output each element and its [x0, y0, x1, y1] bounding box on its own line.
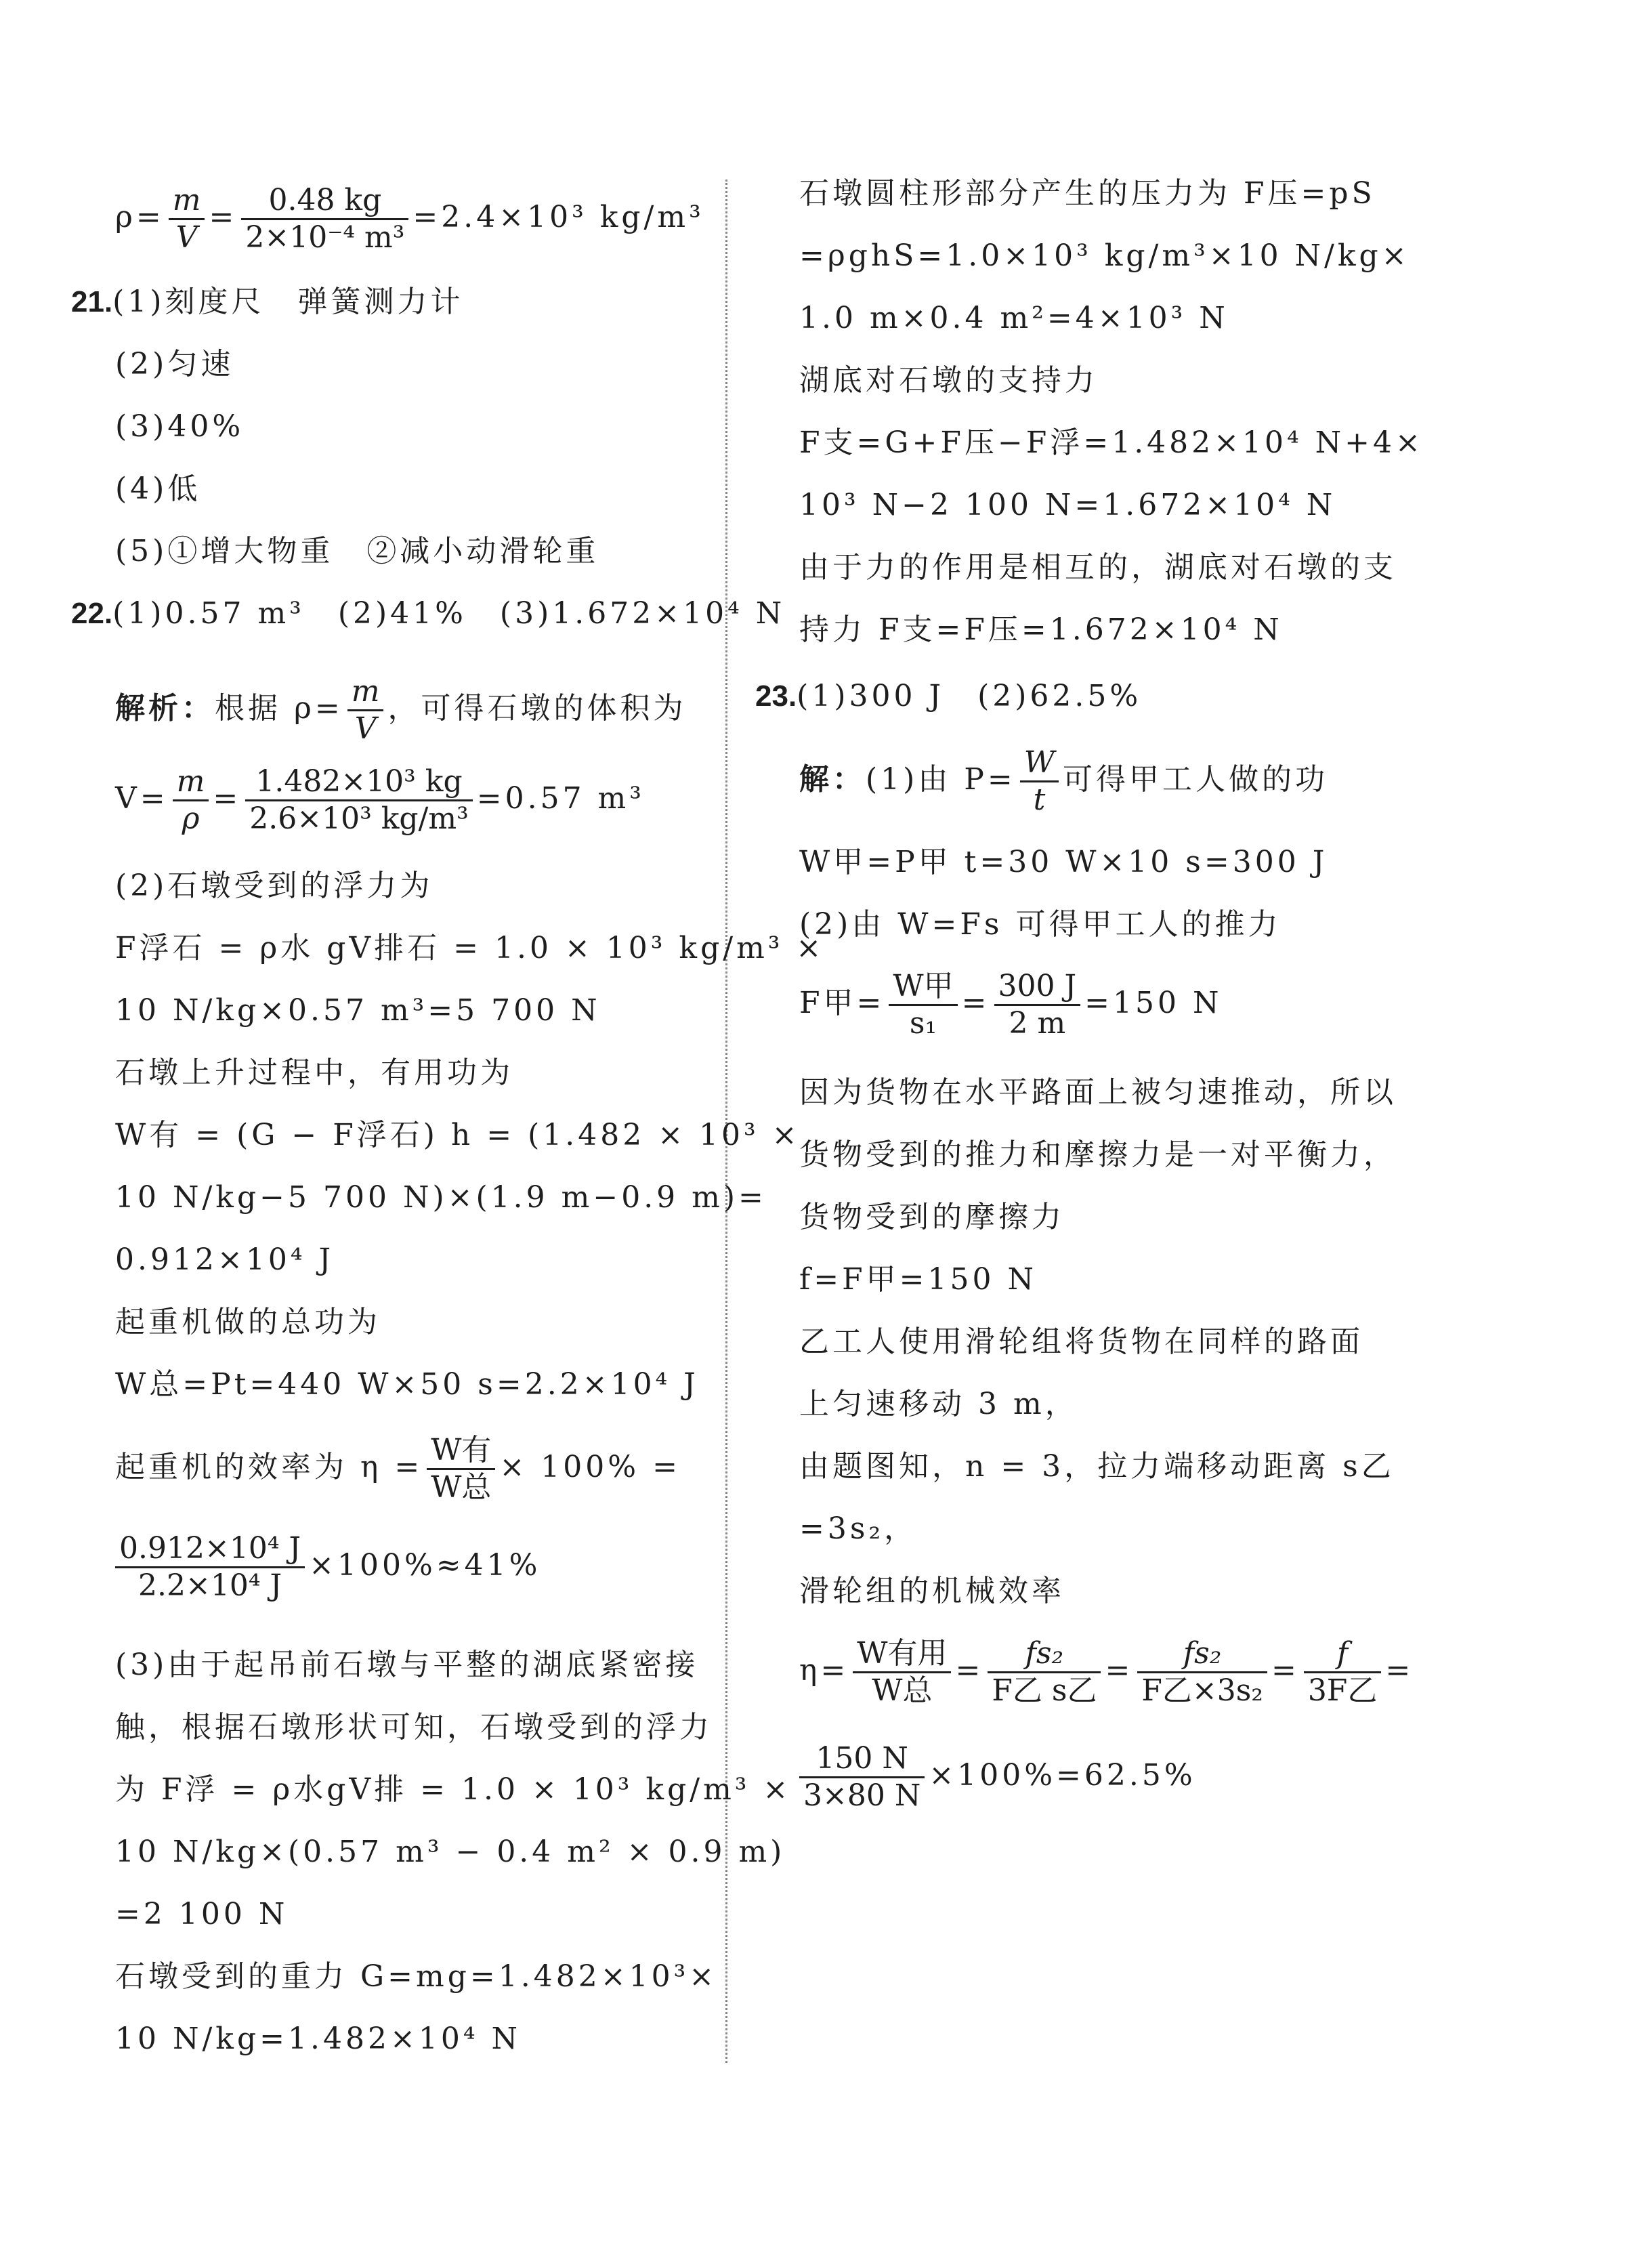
text-line: 为 F浮 = ρ水gV排 = 1.0 × 10³ kg/m³ × — [115, 1772, 792, 1807]
text-line: 由题图知，n = 3，拉力端移动距离 s乙 — [799, 1449, 1395, 1484]
fraction: $\frac{\text{W甲}}{\text{s₁}}$ — [889, 969, 957, 1041]
text-line: 货物受到的摩擦力 — [799, 1200, 1065, 1234]
question-21-line1: 21.(1)刻度尺 弹簧测力计 — [71, 285, 464, 319]
text-line: f=F甲=150 N — [799, 1262, 1038, 1297]
question-23-answer: 23.(1)300 J (2)62.5% — [755, 679, 1142, 713]
question-21-line2: (2)匀速 — [115, 347, 234, 381]
analysis-label: 解析： — [115, 691, 215, 726]
text-line: 10 N/kg×0.57 m³=5 700 N — [115, 993, 601, 1028]
fraction: $\frac{\text{W有}}{\text{W总}}$ — [427, 1433, 495, 1505]
text-line: =3s₂， — [799, 1511, 918, 1546]
text-line: 10³ N−2 100 N=1.672×10⁴ N — [799, 488, 1336, 522]
text-line: (2)由 W=Fs 可得甲工人的推力 — [799, 907, 1282, 942]
text-line: 由于力的作用是相互的，湖底对石墩的支 — [799, 550, 1397, 585]
text-line: 持力 F支=F压=1.672×10⁴ N — [799, 612, 1283, 647]
question-21-line3: (3)40% — [115, 409, 245, 444]
text-line: 货物受到的推力和摩擦力是一对平衡力， — [799, 1137, 1397, 1172]
fraction: $\frac{\text{W有用}}{\text{W总}}$ — [853, 1636, 951, 1709]
question-number: 22. — [71, 597, 113, 630]
text-line: 石墩上升过程中，有用功为 — [115, 1055, 513, 1090]
question-21-line5: (5)①增大物重 ②减小动滑轮重 — [115, 534, 599, 568]
question-number: 21. — [71, 285, 113, 318]
efficiency-result: $\frac{150 N}{3\times 80 N}$ ×100%=62.5% — [799, 1741, 1196, 1814]
text-line: 10 N/kg−5 700 N)×(1.9 m−0.9 m)= — [115, 1180, 767, 1215]
formula-text: ρ= — [115, 200, 165, 234]
text-line: 石墩圆柱形部分产生的压力为 F压=pS — [799, 176, 1376, 211]
push-force-formula: F甲= $\frac{\text{W甲}}{\text{s₁}}$ = $\frac{300 J}{2 m}$ =150 N — [799, 969, 1223, 1041]
fraction: $\frac{m}{V}$ — [347, 674, 384, 747]
question-21-line4: (4)低 — [115, 472, 201, 506]
text-line: (3)由于起吊前石墩与平整的湖底紧密接 — [115, 1648, 699, 1682]
text-line: W总=Pt=440 W×50 s=2.2×10⁴ J — [115, 1367, 699, 1402]
text-line: 因为货物在水平路面上被匀速推动，所以 — [799, 1075, 1397, 1110]
fraction: $\frac{150 N}{3\times 80 N}$ — [799, 1741, 925, 1814]
text-line: 0.912×10⁴ J — [115, 1242, 335, 1277]
fraction: $\frac{W}{t}$ — [1020, 745, 1059, 818]
text-line: 触，根据石墩形状可知，石墩受到的浮力 — [115, 1710, 713, 1744]
fraction: $\frac{\text{0.912×10⁴ J}}{\text{2.2×10⁴ J}}$ — [115, 1531, 305, 1604]
fraction: $\frac{300 J}{2 m}$ — [994, 969, 1081, 1041]
solution-label: 解： — [799, 762, 866, 797]
text-line: 起重机做的总功为 — [115, 1305, 381, 1339]
text-line: 1.0 m×0.4 m²=4×10³ N — [799, 301, 1229, 335]
question-number: 23. — [755, 679, 797, 713]
question-22-answer: 22.(1)0.57 m³ (2)41% (3)1.672×10⁴ N — [71, 596, 786, 631]
fraction: $\frac{0.48 kg}{\text{2×10⁻⁴ m³}}$ — [241, 183, 408, 255]
text-line: =2 100 N — [115, 1897, 289, 1931]
text-line: 湖底对石墩的支持力 — [799, 363, 1098, 398]
text-line: 上匀速移动 3 m， — [799, 1387, 1078, 1421]
text-line: 10 N/kg=1.482×10⁴ N — [115, 2022, 521, 2056]
text-line: 石墩受到的重力 G=mg=1.482×10³× — [115, 1959, 718, 1994]
text-line: 10 N/kg×(0.57 m³ − 0.4 m² × 0.9 m) — [115, 1835, 786, 1869]
solution-intro: 解：(1)由 P= $\frac{W}{t}$ 可得甲工人做的功 — [799, 745, 1329, 817]
fraction: $\frac{\text{1.482×10³ kg}}{\text{2.6×10³ kg/m³}}$ — [245, 764, 472, 837]
text-line: 乙工人使用滑轮组将货物在同样的路面 — [799, 1324, 1363, 1359]
text-line: W甲=P甲 t=30 W×10 s=300 J — [799, 845, 1328, 879]
mechanical-efficiency-formula: η= $\frac{\text{W有用}}{\text{W总}}$ = $\frac{\text{fs₂}}{\text{F乙 s乙}}$ = $\frac{\text{fs₂}}{\text{F乙×3s₂}}$ = $\frac{f}{\text{3F乙}}$ = — [799, 1636, 1414, 1708]
fraction: $\frac{f}{\text{3F乙}}$ — [1304, 1636, 1382, 1709]
text-line: F支=G+F压−F浮=1.482×10⁴ N+4× — [799, 425, 1424, 460]
volume-formula: V= $\frac{m}{\rho}$ = $\frac{\text{1.482×10³ kg}}{\text{2.6×10³ kg/m³}}$ =0.57 m³ — [115, 764, 645, 836]
efficiency-result: $\frac{\text{0.912×10⁴ J}}{\text{2.2×10⁴ J}}$ ×100%≈41% — [115, 1531, 541, 1604]
fraction: $\frac{m}{V}$ — [169, 183, 205, 255]
fraction: $\frac{m}{\rho}$ — [173, 764, 209, 837]
text-line: F浮石 = ρ水 gV排石 = 1.0 × 10³ kg/m³ × — [115, 931, 825, 965]
text-line: =ρghS=1.0×10³ kg/m³×10 N/kg× — [799, 238, 1410, 273]
text-line: 滑轮组的机械效率 — [799, 1574, 1065, 1608]
density-formula: ρ= $\frac{m}{V}$ = $\frac{0.48 kg}{\text{2×10⁻⁴ m³}}$ =2.4×10³ kg/m³ — [115, 183, 704, 255]
analysis-intro: 解析：根据 ρ= $\frac{m}{V}$ ，可得石墩的体积为 — [115, 674, 687, 746]
text-line: W有 = (G − F浮石) h = (1.482 × 10³ × — [115, 1118, 801, 1152]
text-line: (2)石墩受到的浮力为 — [115, 869, 433, 903]
fraction: $\frac{\text{fs₂}}{\text{F乙 s乙}}$ — [988, 1636, 1101, 1709]
fraction: $\frac{\text{fs₂}}{\text{F乙×3s₂}}$ — [1137, 1636, 1267, 1709]
efficiency-formula: 起重机的效率为 η = $\frac{\text{W有}}{\text{W总}}$ × 100% = — [115, 1433, 681, 1505]
